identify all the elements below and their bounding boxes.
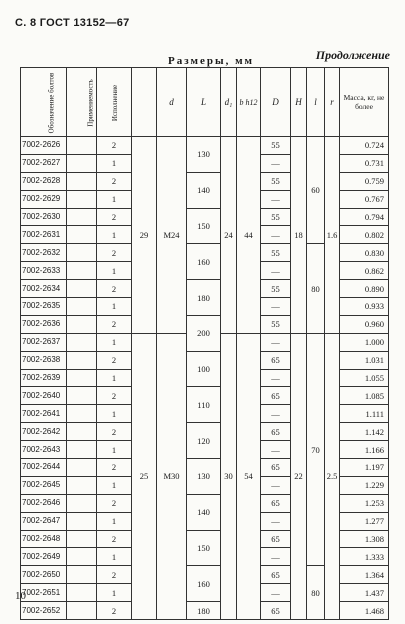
application-cell: [67, 262, 97, 280]
D-cell: 55: [261, 137, 291, 155]
D-cell: 65: [261, 459, 291, 477]
designation-cell: 7002-2641: [21, 405, 67, 423]
execution-cell: 2: [97, 423, 132, 441]
designation-cell: 7002-2628: [21, 172, 67, 190]
L-cell: 200: [187, 315, 221, 351]
designation-cell: 7002-2640: [21, 387, 67, 405]
application-cell: [67, 405, 97, 423]
l-cell: 60: [307, 137, 325, 244]
width-cell: 29: [132, 137, 157, 334]
designation-cell: 7002-2629: [21, 190, 67, 208]
mass-cell: 1.229: [340, 476, 389, 494]
application-cell: [67, 548, 97, 566]
execution-cell: 2: [97, 280, 132, 298]
L-cell: 140: [187, 494, 221, 530]
l-cell: 70: [307, 333, 325, 566]
mass-cell: 1.197: [340, 459, 389, 477]
col-D: D: [261, 68, 291, 137]
designation-cell: 7002-2652: [21, 602, 67, 620]
l-cell: 80: [307, 566, 325, 620]
L-cell: 160: [187, 244, 221, 280]
designation-cell: 7002-2626: [21, 137, 67, 155]
width-cell: 25: [132, 333, 157, 619]
application-cell: [67, 584, 97, 602]
col-r: r: [325, 68, 340, 137]
execution-cell: 1: [97, 548, 132, 566]
application-cell: [67, 154, 97, 172]
mass-cell: 1.000: [340, 333, 389, 351]
application-cell: [67, 459, 97, 477]
D-cell: —: [261, 333, 291, 351]
D-cell: 55: [261, 172, 291, 190]
application-cell: [67, 602, 97, 620]
mass-cell: 0.767: [340, 190, 389, 208]
continuation-label: Продолжение: [315, 48, 390, 62]
col-l: l: [307, 68, 325, 137]
page-header: С. 8 ГОСТ 13152—67: [15, 17, 130, 29]
col-designation: Обозначение болтов: [21, 68, 67, 137]
designation-cell: 7002-2645: [21, 476, 67, 494]
table-body: [21, 137, 389, 620]
application-cell: [67, 351, 97, 369]
application-cell: [67, 137, 97, 155]
D-cell: —: [261, 584, 291, 602]
designation-cell: 7002-2627: [21, 154, 67, 172]
designation-cell: 7002-2648: [21, 530, 67, 548]
application-cell: [67, 476, 97, 494]
d-cell: M30: [157, 333, 187, 619]
D-cell: —: [261, 512, 291, 530]
L-cell: 180: [187, 602, 221, 620]
dimensions-table: [20, 67, 389, 620]
execution-cell: 1: [97, 226, 132, 244]
L-cell: 130: [187, 459, 221, 495]
application-cell: [67, 387, 97, 405]
sizes-label: Размеры, мм: [168, 55, 255, 67]
execution-cell: 2: [97, 387, 132, 405]
execution-cell: 1: [97, 298, 132, 316]
D-cell: 65: [261, 494, 291, 512]
mass-cell: 1.277: [340, 512, 389, 530]
designation-cell: 7002-2647: [21, 512, 67, 530]
L-cell: 100: [187, 351, 221, 387]
application-cell: [67, 512, 97, 530]
header-row: [21, 68, 389, 137]
D-cell: —: [261, 405, 291, 423]
application-cell: [67, 244, 97, 262]
designation-cell: 7002-2639: [21, 369, 67, 387]
D-cell: 55: [261, 315, 291, 333]
execution-cell: 1: [97, 369, 132, 387]
designation-cell: 7002-2643: [21, 441, 67, 459]
mass-cell: 1.031: [340, 351, 389, 369]
L-cell: 150: [187, 208, 221, 244]
execution-cell: 1: [97, 512, 132, 530]
application-cell: [67, 494, 97, 512]
execution-cell: 1: [97, 262, 132, 280]
col-b: b h12: [237, 68, 261, 137]
application-cell: [67, 280, 97, 298]
d1-cell: 24: [221, 137, 237, 334]
D-cell: —: [261, 262, 291, 280]
b-cell: 44: [237, 137, 261, 334]
execution-cell: 2: [97, 351, 132, 369]
application-cell: [67, 441, 97, 459]
mass-cell: 0.933: [340, 298, 389, 316]
D-cell: 65: [261, 351, 291, 369]
application-cell: [67, 315, 97, 333]
designation-cell: 7002-2646: [21, 494, 67, 512]
mass-cell: 0.830: [340, 244, 389, 262]
page-number: 10: [15, 590, 26, 602]
d1-cell: 30: [221, 333, 237, 619]
designation-cell: 7002-2636: [21, 315, 67, 333]
mass-cell: 0.890: [340, 280, 389, 298]
D-cell: —: [261, 190, 291, 208]
application-cell: [67, 172, 97, 190]
application-cell: [67, 208, 97, 226]
execution-cell: 2: [97, 315, 132, 333]
col-width: [132, 68, 157, 137]
designation-cell: 7002-2650: [21, 566, 67, 584]
L-cell: 140: [187, 172, 221, 208]
r-cell: 2.5: [325, 333, 340, 619]
mass-cell: 1.055: [340, 369, 389, 387]
designation-cell: 7002-2637: [21, 333, 67, 351]
col-d: d: [157, 68, 187, 137]
D-cell: 65: [261, 423, 291, 441]
designation-cell: 7002-2632: [21, 244, 67, 262]
execution-cell: 1: [97, 584, 132, 602]
mass-cell: 0.759: [340, 172, 389, 190]
col-application: Применяемость: [67, 68, 97, 137]
L-cell: 180: [187, 280, 221, 316]
mass-cell: 1.333: [340, 548, 389, 566]
execution-cell: 2: [97, 137, 132, 155]
table-row: [21, 137, 389, 155]
D-cell: 55: [261, 208, 291, 226]
application-cell: [67, 423, 97, 441]
mass-cell: 1.364: [340, 566, 389, 584]
L-cell: 110: [187, 387, 221, 423]
designation-cell: 7002-2642: [21, 423, 67, 441]
execution-cell: 2: [97, 494, 132, 512]
D-cell: —: [261, 369, 291, 387]
execution-cell: 2: [97, 459, 132, 477]
D-cell: —: [261, 154, 291, 172]
designation-cell: 7002-2651: [21, 584, 67, 602]
designation-cell: 7002-2631: [21, 226, 67, 244]
designation-cell: 7002-2633: [21, 262, 67, 280]
mass-cell: 0.862: [340, 262, 389, 280]
designation-cell: 7002-2644: [21, 459, 67, 477]
L-cell: 120: [187, 423, 221, 459]
application-cell: [67, 298, 97, 316]
execution-cell: 2: [97, 208, 132, 226]
execution-cell: 2: [97, 602, 132, 620]
D-cell: 65: [261, 387, 291, 405]
designation-cell: 7002-2649: [21, 548, 67, 566]
execution-cell: 2: [97, 566, 132, 584]
l-cell: 80: [307, 244, 325, 333]
designation-cell: 7002-2634: [21, 280, 67, 298]
mass-cell: 0.794: [340, 208, 389, 226]
mass-cell: 1.308: [340, 530, 389, 548]
L-cell: 150: [187, 530, 221, 566]
D-cell: —: [261, 476, 291, 494]
col-mass: Масса, кг, не более: [340, 68, 389, 137]
mass-cell: 0.731: [340, 154, 389, 172]
mass-cell: 1.142: [340, 423, 389, 441]
execution-cell: 2: [97, 530, 132, 548]
D-cell: 65: [261, 530, 291, 548]
H-cell: 18: [291, 137, 307, 334]
designation-cell: 7002-2635: [21, 298, 67, 316]
D-cell: —: [261, 226, 291, 244]
mass-cell: 0.802: [340, 226, 389, 244]
b-cell: 54: [237, 333, 261, 619]
mass-cell: 1.253: [340, 494, 389, 512]
L-cell: 130: [187, 137, 221, 173]
execution-cell: 1: [97, 333, 132, 351]
mass-cell: 0.724: [340, 137, 389, 155]
execution-cell: 1: [97, 190, 132, 208]
mass-cell: 0.960: [340, 315, 389, 333]
designation-cell: 7002-2630: [21, 208, 67, 226]
designation-cell: 7002-2638: [21, 351, 67, 369]
D-cell: —: [261, 548, 291, 566]
col-execution: Исполнение: [97, 68, 132, 137]
L-cell: 160: [187, 566, 221, 602]
D-cell: —: [261, 298, 291, 316]
execution-cell: 1: [97, 154, 132, 172]
application-cell: [67, 226, 97, 244]
execution-cell: 2: [97, 244, 132, 262]
execution-cell: 2: [97, 172, 132, 190]
mass-cell: 1.166: [340, 441, 389, 459]
D-cell: 65: [261, 566, 291, 584]
D-cell: 55: [261, 280, 291, 298]
d-cell: M24: [157, 137, 187, 334]
col-H: H: [291, 68, 307, 137]
mass-cell: 1.111: [340, 405, 389, 423]
application-cell: [67, 333, 97, 351]
mass-cell: 1.437: [340, 584, 389, 602]
D-cell: 55: [261, 244, 291, 262]
col-d1: d₁: [221, 68, 237, 137]
application-cell: [67, 369, 97, 387]
execution-cell: 1: [97, 441, 132, 459]
col-L: L: [187, 68, 221, 137]
execution-cell: 1: [97, 476, 132, 494]
mass-cell: 1.085: [340, 387, 389, 405]
application-cell: [67, 566, 97, 584]
D-cell: 65: [261, 602, 291, 620]
H-cell: 22: [291, 333, 307, 619]
mass-cell: 1.468: [340, 602, 389, 620]
r-cell: 1.6: [325, 137, 340, 334]
application-cell: [67, 530, 97, 548]
D-cell: —: [261, 441, 291, 459]
application-cell: [67, 190, 97, 208]
execution-cell: 1: [97, 405, 132, 423]
